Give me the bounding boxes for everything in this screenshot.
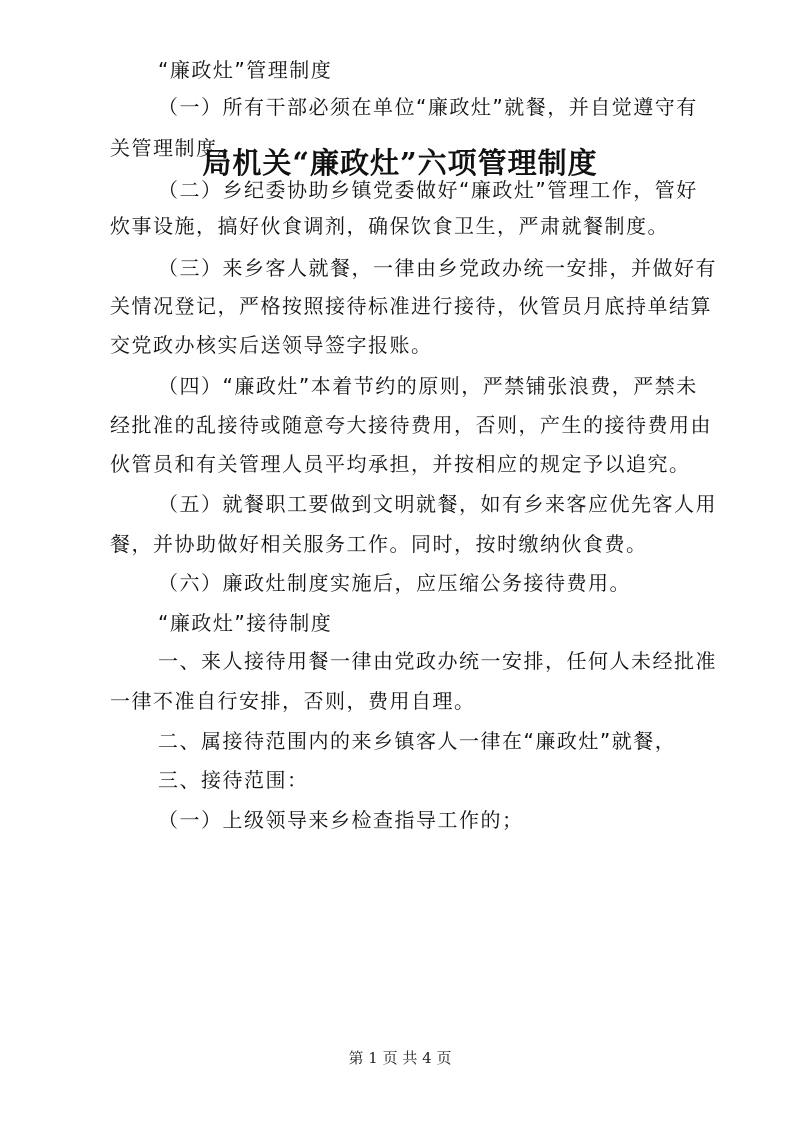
paragraph-line: （三）来乡客人就餐，一律由乡党政办统一安排，并做好有 <box>158 256 717 280</box>
paragraph-line: 交党政办核实后送领导签字报账。 <box>110 333 433 357</box>
paragraph-line: 三、接待范围： <box>158 768 309 792</box>
paragraph-line: 炊事设施，搞好伙食调剂，确保饮食卫生，严肃就餐制度。 <box>110 214 669 238</box>
paragraph-line: 一、来人接待用餐一律由党政办统一安排，任何人未经批准 <box>158 649 717 673</box>
paragraph-line: （二）乡纪委协助乡镇党委做好“廉政灶”管理工作，管好 <box>158 178 698 202</box>
paragraph-line: 二、属接待范围内的来乡镇客人一律在“廉政灶”就餐， <box>158 729 677 753</box>
paragraph-line: 餐，并协助做好相关服务工作。同时，按时缴纳伙食费。 <box>110 532 648 556</box>
paragraph-line: 关管理制度。 <box>110 136 239 160</box>
paragraph-line: 经批准的乱接待或随意夸大接待费用，否则，产生的接待费用由 <box>110 413 712 437</box>
paragraph-line: 一律不准自行安排，否则，费用自理。 <box>110 689 476 713</box>
paragraph-line: （四）“廉政灶”本着节约的原则，严禁铺张浪费，严禁未 <box>158 374 698 398</box>
paragraph-line: （一）所有干部必须在单位“廉政灶”就餐，并自觉遵守有 <box>158 95 698 119</box>
paragraph-line: （五）就餐职工要做到文明就餐，如有乡来客应优先客人用 <box>158 492 717 516</box>
paragraph-line: （一）上级领导来乡检查指导工作的； <box>158 808 524 832</box>
paragraph-line: 伙管员和有关管理人员平均承担，并按相应的规定予以追究。 <box>110 452 691 476</box>
document-title: 局机关“廉政灶”六项管理制度 <box>202 146 598 180</box>
page-number: 第 1 页 共 4 页 <box>348 1049 452 1067</box>
paragraph-line: 关情况登记，严格按照接待标准进行接待，伙管员月底持单结算 <box>110 294 712 318</box>
paragraph-line: （六）廉政灶制度实施后，应压缩公务接待费用。 <box>158 571 631 595</box>
section-heading: “廉政灶”管理制度 <box>158 58 333 82</box>
section-heading: “廉政灶”接待制度 <box>158 611 333 635</box>
